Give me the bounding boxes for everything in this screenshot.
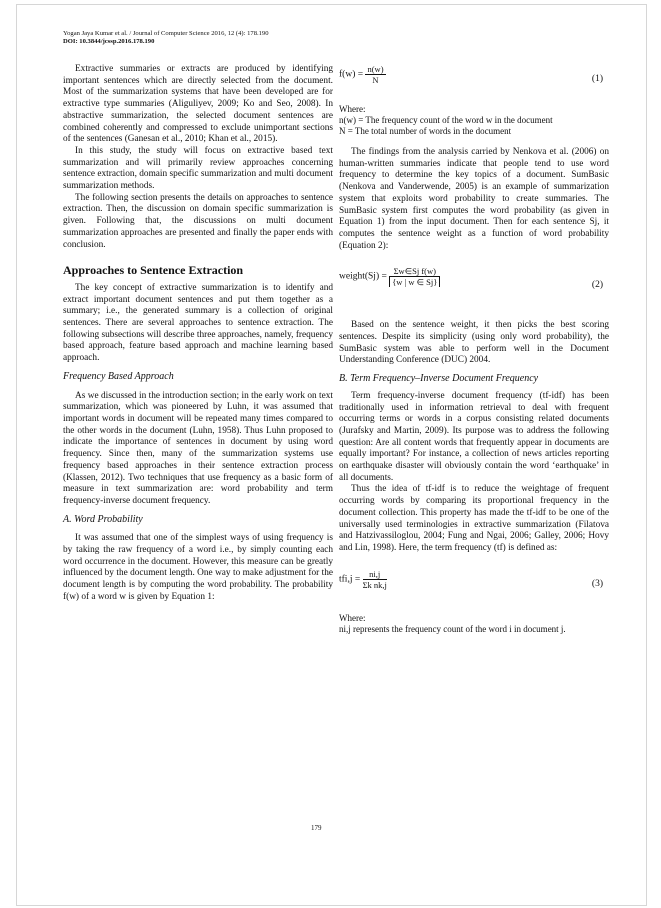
subsubsection-heading: B. Term Frequency–Inverse Document Frequency [339,373,539,385]
subsubsection-heading: A. Word Probability [63,513,143,525]
equation-numerator: ni,j [363,569,387,580]
equation-2 [339,266,609,306]
paragraph: Based on the sentence weight, it then picks the best scoring sentences. Despite its simplicity (using only word probability), the SumBasic system was able to perform well in the Document Understanding Conference (DUC) 2004. [339,320,609,366]
equation-denominator: N [372,75,379,85]
page-number: 179 [311,824,322,832]
definition-line: n(w) = The frequency count of the word w in the document [339,115,553,125]
where-label: Where: [339,612,366,623]
equation-3 [339,569,609,603]
equation-number: (3) [591,578,603,589]
equation-lhs: weight(Sj) = [339,272,387,283]
paragraph: The key concept of extractive summarization is to identify and extract important document sentences and put them together as a summary; i.e., the generated summary is a collection of original sentences. There are several approaches to sentence extraction. The following subsections will describe three approaches, namely, frequency based approach, feature based approach and machine learning based approach. [63,282,333,364]
equation-number: (2) [591,280,603,291]
section-heading: Approaches to Sentence Extraction [63,263,244,278]
subsection-heading: Frequency Based Approach [63,370,174,382]
equation-1 [339,64,609,94]
equation-number: (1) [591,74,603,84]
paragraph: It was assumed that one of the simplest ways of using frequency is by taking the raw frequency of a word i.e., by simply counting each word occurrence in the document. However, this measure can be greatly influenced by the document length. One way to make adjustment for the document length is by computing the word probability. The probability f(w) of a word w is given by Equation 1: [63,533,333,602]
paragraph: Extractive summaries or extracts are produced by identifying important sentences which are directly selected from the document. Most of the summarization systems that have been developed are for extractive type summaries (Aliguliyev, 2009; Ko and Seo, 2008). In abstractive summarization, the selected document sentences are combined coherently and compressed to exclude unimportant sections of the sentences (Ganesan et al., 2010; Khan et al., 2015). [63,64,333,145]
left-column [63,64,333,604]
running-header [63,30,269,46]
citation-line: Yogan Jaya Kumar et al. / Journal of Computer Science 2016, 12 (4): 178.190 [63,30,269,37]
equation-denominator: Σk nk,j [362,579,387,590]
equation-lhs: tfi,j = [339,574,361,585]
right-column [339,64,609,635]
equation-numerator: n(w) [367,64,384,74]
definition-line: ni,j represents the frequency count of the word i in document j. [339,623,566,634]
where-block [339,613,609,635]
paragraph: In this study, the study will focus on extractive based text summarization and will primarily review approaches concerning sentence extraction, domain specific summarization and multi document summarization methods. [63,145,333,192]
definition-line: N = The total number of words in the document [339,126,512,136]
paragraph: The findings from the analysis carried by Nenkova et al. (2006) on human-written summaries indicate that people tend to use word frequency to determine the key topics of a document. SumBasic (Nenkova and Vanderwende, 2005) is an example of summarization system that exploits word probability to create summaries. The SumBasic system first computes the word probability (as given in Equation 1) from the input document. Then for each sentence Sj, it computes the sentence weight as a function of word probability (Equation 2): [339,147,609,251]
paragraph: Thus the idea of tf-idf is to reduce the weightage of frequent occurring words by comparing its proportional frequency in the document collection. This property has made the tf-idf to be one of the universally used terminologies in extractive summarization (Filatova and Hatzivassiloglou, 2004; Fung and Ngai, 2006; Galley, 2006; Hovy and Lin, 1998). Here, the term frequency (tf) is defined as: [339,484,609,553]
equation-numerator: Σw∈Sj f(w) [389,266,440,277]
doi-line: DOI: 10.3844/jcssp.2016.178.190 [63,38,155,45]
equation-lhs: f(w) = [339,69,364,80]
paragraph: Term frequency-inverse document frequency (tf-idf) has been traditionally used in information retrieval to deal with frequent occurring terms or words in a corpus consisting related documents (Jurafsky and Martin, 2009). Its purpose was to address the following question: Are all content words that frequently appear in documents are equally important? For instance, a collection of news articles reporting on earthquake disaster will obviously contain the word ‘earthquake’ in all documents. [339,390,609,483]
where-label: Where: [339,104,366,114]
paragraph: As we discussed in the introduction section; in the early work on text summarization, which was pioneered by Luhn, it was assumed that important words in document will be repeated many times compared to the other words in the document (Luhn, 1958). Thus Luhn proposed to indicate the importance of sentences in document by using word frequency. Since then, many of the summarization systems use frequency based approaches in their sentence extraction process (Klassen, 2012). Two techniques that use frequency as a basic form of measure in text summarization are: word probability and term frequency-inverse document frequency. [63,390,333,506]
paragraph: The following section presents the details on approaches to sentence extraction. Then, the discussion on domain specific summarization is given. Following that, the discussions on multi document summarization approaches are presented and finally the paper ends with conclusion. [63,192,333,250]
equation-denominator: {w | w ∈ Sj} [389,277,440,287]
where-block [339,104,609,137]
